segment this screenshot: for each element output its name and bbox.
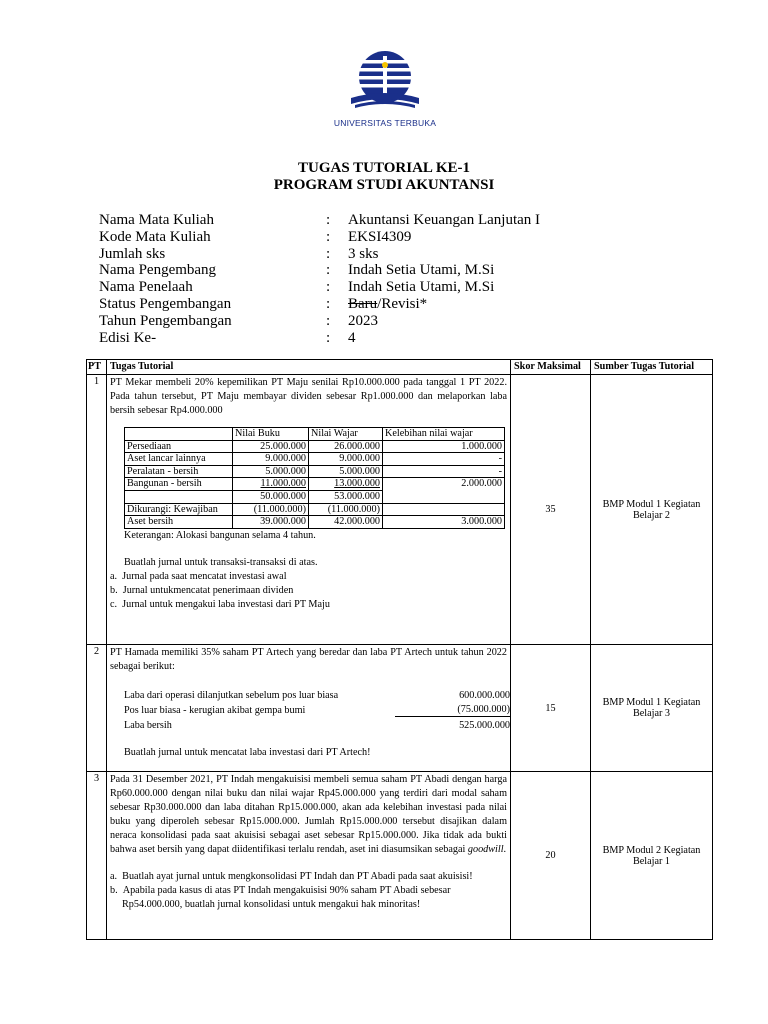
- valuation-label: Bangunan - bersih: [125, 478, 233, 491]
- row-number: 3: [87, 772, 107, 940]
- info-label: Jumlah sks: [99, 245, 166, 262]
- book-value: 25.000.000: [233, 440, 309, 453]
- table-row: [87, 772, 713, 940]
- income-calc: [124, 688, 510, 733]
- info-colon: :: [326, 295, 331, 312]
- info-row: [99, 212, 619, 229]
- excess-value: [383, 490, 505, 503]
- list-item: [110, 570, 507, 584]
- valuation-header-row: [125, 428, 505, 441]
- score-cell: 35: [511, 375, 591, 645]
- info-value: 2023: [348, 312, 378, 329]
- info-colon: :: [326, 329, 331, 346]
- book-value: 50.000.000: [233, 490, 309, 503]
- info-row: [99, 296, 619, 313]
- task-text-end: .: [503, 844, 507, 855]
- info-row: [99, 330, 619, 347]
- calc-row: [124, 703, 510, 718]
- list-text: Apabila pada kasus di atas PT Indah mengakuisisi 90% saham PT Abadi sebesar Rp54.000.000, buatlah jurnal konsolidasi untuk mengakui hak minoritas!: [122, 885, 451, 910]
- task-instruction: Buatlah jurnal untuk mencatat laba investasi dari PT Artech!: [124, 747, 371, 758]
- valuation-label: Aset lancar lainnya: [125, 453, 233, 466]
- score-cell: 20: [511, 772, 591, 940]
- list-text: Jurnal pada saat mencatat investasi awal: [122, 570, 287, 582]
- university-logo: [330, 50, 440, 132]
- info-label: Tahun Pengembangan: [99, 312, 232, 329]
- task-text: [110, 773, 507, 857]
- row-number: 1: [87, 375, 107, 645]
- info-row: [99, 229, 619, 246]
- header-source: Sumber Tugas Tutorial: [591, 360, 713, 375]
- valuation-table: [124, 427, 505, 529]
- source-cell: BMP Modul 1 Kegiatan Belajar 3: [591, 645, 713, 772]
- fair-value: 53.000.000: [309, 490, 383, 503]
- excess-value: -: [383, 465, 505, 478]
- calc-row: [124, 688, 510, 703]
- excess-value: 1.000.000: [383, 440, 505, 453]
- list-item: [110, 870, 507, 884]
- calc-label: Laba bersih: [124, 720, 172, 731]
- info-colon: :: [326, 212, 331, 228]
- status-value: /Revisi*: [377, 295, 428, 312]
- list-mark: c.: [110, 598, 118, 610]
- info-label: Nama Penelaah: [99, 279, 193, 296]
- book-value: (11.000.000): [233, 503, 309, 516]
- task-text: PT Mekar membeli 20% kepemilikan PT Maju senilai Rp10.000.000 pada tanggal 1 PT 2022. Pada tahun tersebut, PT Maju membayar dividen sebesar Rp1.000.000 dan melaporkan laba bersih sebesar Rp4.000.000: [110, 377, 507, 416]
- logo-text: UNIVERSITAS TERBUKA: [333, 118, 437, 128]
- valuation-label: Dikurangi: Kewajiban: [125, 503, 233, 516]
- score-cell: 15: [511, 645, 591, 772]
- row-number: 2: [87, 645, 107, 772]
- valuation-row: [125, 440, 505, 453]
- calc-amount: 600.000.000: [459, 690, 510, 701]
- info-label: Nama Mata Kuliah: [99, 212, 214, 228]
- info-colon: :: [326, 245, 331, 262]
- valuation-label: [125, 490, 233, 503]
- book-value: 9.000.000: [233, 453, 309, 466]
- list-mark: a.: [110, 570, 118, 582]
- valuation-label: Peralatan - bersih: [125, 465, 233, 478]
- valuation-row: [125, 465, 505, 478]
- list-item: [110, 884, 507, 912]
- task-text-italic: goodwill: [467, 844, 504, 855]
- list-text: Jurnal untukmencatat penerimaan dividen: [122, 584, 294, 596]
- fair-value: 9.000.000: [309, 453, 383, 466]
- task-note: Keterangan: Alokasi bangunan selama 4 tahun.: [124, 529, 316, 541]
- fair-value: 13.000.000: [334, 478, 380, 490]
- valuation-header: Nilai Wajar: [309, 428, 383, 441]
- info-value: Indah Setia Utami, M.Si: [348, 279, 495, 296]
- info-colon: :: [326, 279, 331, 296]
- task-cell: [107, 645, 511, 772]
- info-label: Kode Mata Kuliah: [99, 228, 211, 245]
- fair-value: 42.000.000: [309, 516, 383, 529]
- valuation-row: [125, 453, 505, 466]
- header-task: Tugas Tutorial: [107, 360, 511, 375]
- calc-row: [124, 718, 510, 733]
- task-cell: [107, 375, 511, 645]
- task-text: PT Hamada memiliki 35% saham PT Artech yang beredar dan laba PT Artech untuk tahun 2022 sebagai berikut:: [110, 647, 507, 672]
- task-cell: [107, 772, 511, 940]
- fair-value-cell: [309, 478, 383, 491]
- excess-value: 2.000.000: [383, 478, 505, 491]
- info-value: [348, 296, 427, 313]
- excess-value: [383, 503, 505, 516]
- valuation-label: Aset bersih: [125, 516, 233, 529]
- struck-value: Baru: [348, 295, 378, 312]
- header-score: Skor Maksimal: [511, 360, 591, 375]
- info-label: Nama Pengembang: [99, 262, 217, 279]
- valuation-header: Kelebihan nilai wajar: [383, 428, 505, 441]
- calc-amount: (75.000.000): [395, 703, 510, 717]
- fair-value: 5.000.000: [309, 465, 383, 478]
- book-value-cell: [233, 478, 309, 491]
- list-mark: b.: [110, 584, 118, 596]
- valuation-row: [125, 478, 505, 491]
- info-colon: :: [326, 228, 331, 245]
- fair-value: (11.000.000): [309, 503, 383, 516]
- list-text: Buatlah ayat jurnal untuk mengkonsolidasi PT Indah dan PT Abadi pada saat akuisisi!: [122, 871, 473, 882]
- list-item: [110, 598, 507, 612]
- list-mark: b.: [110, 885, 118, 896]
- header-pt: PT: [87, 360, 107, 375]
- source-cell: BMP Modul 1 Kegiatan Belajar 2: [591, 375, 713, 645]
- list-mark: a.: [110, 871, 118, 882]
- valuation-row: [125, 490, 505, 503]
- valuation-row: [125, 503, 505, 516]
- info-row: [99, 246, 619, 263]
- info-value: 3 sks: [348, 245, 379, 262]
- list-item: [110, 584, 507, 598]
- calc-label: Laba dari operasi dilanjutkan sebelum pos luar biasa: [124, 690, 339, 701]
- universitas-terbuka-logo-icon: [345, 50, 425, 116]
- info-value: Indah Setia Utami, M.Si: [348, 262, 495, 279]
- course-info: [99, 212, 619, 346]
- table-row: [87, 375, 713, 645]
- table-row: [87, 645, 713, 772]
- valuation-header: [125, 428, 233, 441]
- fair-value: 26.000.000: [309, 440, 383, 453]
- valuation-label: Persediaan: [125, 440, 233, 453]
- book-value: 11.000.000: [260, 478, 306, 490]
- table-header-row: [87, 360, 713, 375]
- calc-label: Pos luar biasa - kerugian akibat gempa bumi: [124, 705, 306, 716]
- tutorial-table: [86, 359, 713, 940]
- source-cell: BMP Modul 2 Kegiatan Belajar 1: [591, 772, 713, 940]
- info-label: Status Pengembangan: [99, 295, 232, 312]
- excess-value: -: [383, 453, 505, 466]
- list-text: Jurnal untuk mengakui laba investasi dari PT Maju: [122, 598, 330, 610]
- page-subtitle: PROGRAM STUDI AKUNTANSI: [273, 177, 495, 193]
- task-text-main: Pada 31 Desember 2021, PT Indah mengakuisisi membeli semua saham PT Abadi dengan harga Rp60.000.000 dengan nilai buku dan nilai wajar Rp45.000.000 yang terdiri dari modal saham sebesar Rp30.000.000 dan laba ditahan Rp15.000.000, akan ada kelebihan investasi pada nilai buku yang diperoleh sebesar Rp15.000.000. Jumlah Rp15.000.000 tersebut disajikan dalam neraca konsolidasi pada saat akuisisi sebagai aset sebesar Rp15.000.000. Jika tidak ada bukti bahwa aset bersih yang dapat diidentifikasi terlalu rendah, aset ini diasumsikan sebagai: [110, 774, 507, 855]
- info-value: Akuntansi Keuangan Lanjutan I: [348, 212, 541, 228]
- info-value: 4: [348, 329, 356, 346]
- book-value: 39.000.000: [233, 516, 309, 529]
- info-row: [99, 279, 619, 296]
- calc-amount: 525.000.000: [459, 720, 510, 731]
- book-value: 5.000.000: [233, 465, 309, 478]
- info-value: EKSI4309: [348, 228, 412, 245]
- excess-value: 3.000.000: [383, 516, 505, 529]
- info-colon: :: [326, 312, 331, 329]
- info-label: Edisi Ke-: [99, 329, 157, 346]
- valuation-row: [125, 516, 505, 529]
- info-row: [99, 313, 619, 330]
- task-instruction: Buatlah jurnal untuk transaksi-transaksi di atas.: [124, 556, 318, 568]
- info-row: [99, 262, 619, 279]
- valuation-header: Nilai Buku: [233, 428, 309, 441]
- info-colon: :: [326, 262, 331, 279]
- page-title: TUGAS TUTORIAL KE-1: [298, 160, 470, 176]
